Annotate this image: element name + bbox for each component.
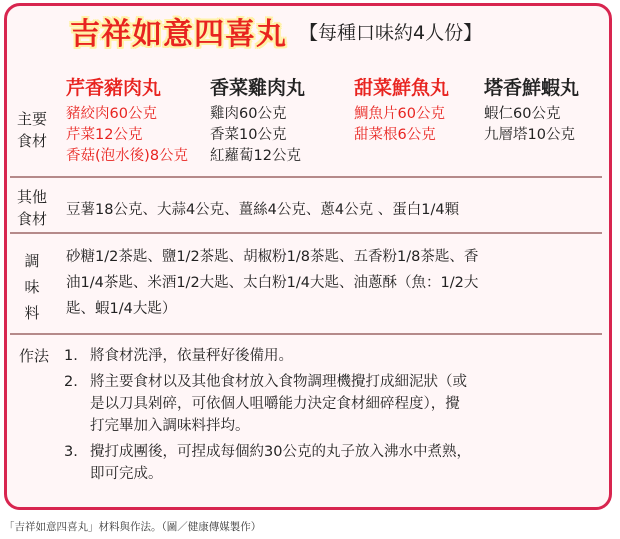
step-2: 2. 將主要食材以及其他食材放入食物調理機攪打成細泥狀（或 是以刀具剁碎，可依個人咀嚼能力決定食材細碎程度），攪 打完畢加入調味料拌均。 <box>64 374 467 434</box>
list-item: 豬絞肉60公克 <box>66 106 157 122</box>
step-1: 1. 將食材洗淨，依量秤好後備用。 <box>64 348 293 364</box>
method-steps <box>64 345 471 489</box>
ingredients-chicken <box>210 104 301 167</box>
flavor-heading-shrimp: 塔香鮮蝦丸 <box>484 77 580 99</box>
divider <box>10 176 602 178</box>
method-label: 作法 <box>18 347 49 365</box>
flavor-heading-fish: 甜菜鮮魚丸 <box>354 77 450 99</box>
image-caption: 「吉祥如意四喜丸」材料與作法。（圖／健康傳媒製作） <box>4 521 262 533</box>
seasoning-label: 調 味 料 <box>24 252 40 322</box>
divider <box>10 333 602 335</box>
list-item: 鯛魚片60公克 <box>354 106 445 122</box>
list-item: 香菇(泡水後)8公克 <box>66 148 189 164</box>
ingredients-shrimp <box>484 104 575 146</box>
title-row <box>70 8 482 54</box>
divider <box>10 232 602 234</box>
recipe-title: 吉祥如意四喜丸 <box>70 17 287 52</box>
list-item: 蝦仁60公克 <box>484 106 561 122</box>
list-item: 紅蘿蔔12公克 <box>210 148 301 164</box>
main-ingredients-label: 主要 食材 <box>16 110 47 150</box>
other-ingredients-label: 其他 食材 <box>16 188 47 228</box>
ingredients-fish <box>354 104 445 146</box>
list-item: 雞肉60公克 <box>210 106 287 122</box>
step-3: 3. 攪打成團後，可捏成每個約30公克的丸子放入沸水中煮熟， 即可完成。 <box>64 444 471 482</box>
list-item: 香菜10公克 <box>210 127 287 143</box>
list-item: 九層塔10公克 <box>484 127 575 143</box>
list-item: 甜菜根6公克 <box>354 127 436 143</box>
ingredients-pork <box>66 104 188 167</box>
flavor-heading-pork: 芹香豬肉丸 <box>66 77 162 99</box>
list-item: 芹菜12公克 <box>66 127 143 143</box>
other-ingredients-text: 豆薯18公克、大蒜4公克、薑絲4公克、蔥4公克 、蛋白1/4顆 <box>66 202 460 218</box>
serving-note: 【每種口味約4人份】 <box>299 21 483 44</box>
flavor-heading-chicken: 香菜雞肉丸 <box>210 77 306 99</box>
seasoning-text: 砂糖1/2茶匙、鹽1/2茶匙、胡椒粉1/8茶匙、五香粉1/8茶匙、香 油1/4茶匙、米酒1/2大匙、太白粉1/4大匙、油蔥酥（魚：1/2大 匙、蝦1/4大匙） <box>66 249 479 317</box>
